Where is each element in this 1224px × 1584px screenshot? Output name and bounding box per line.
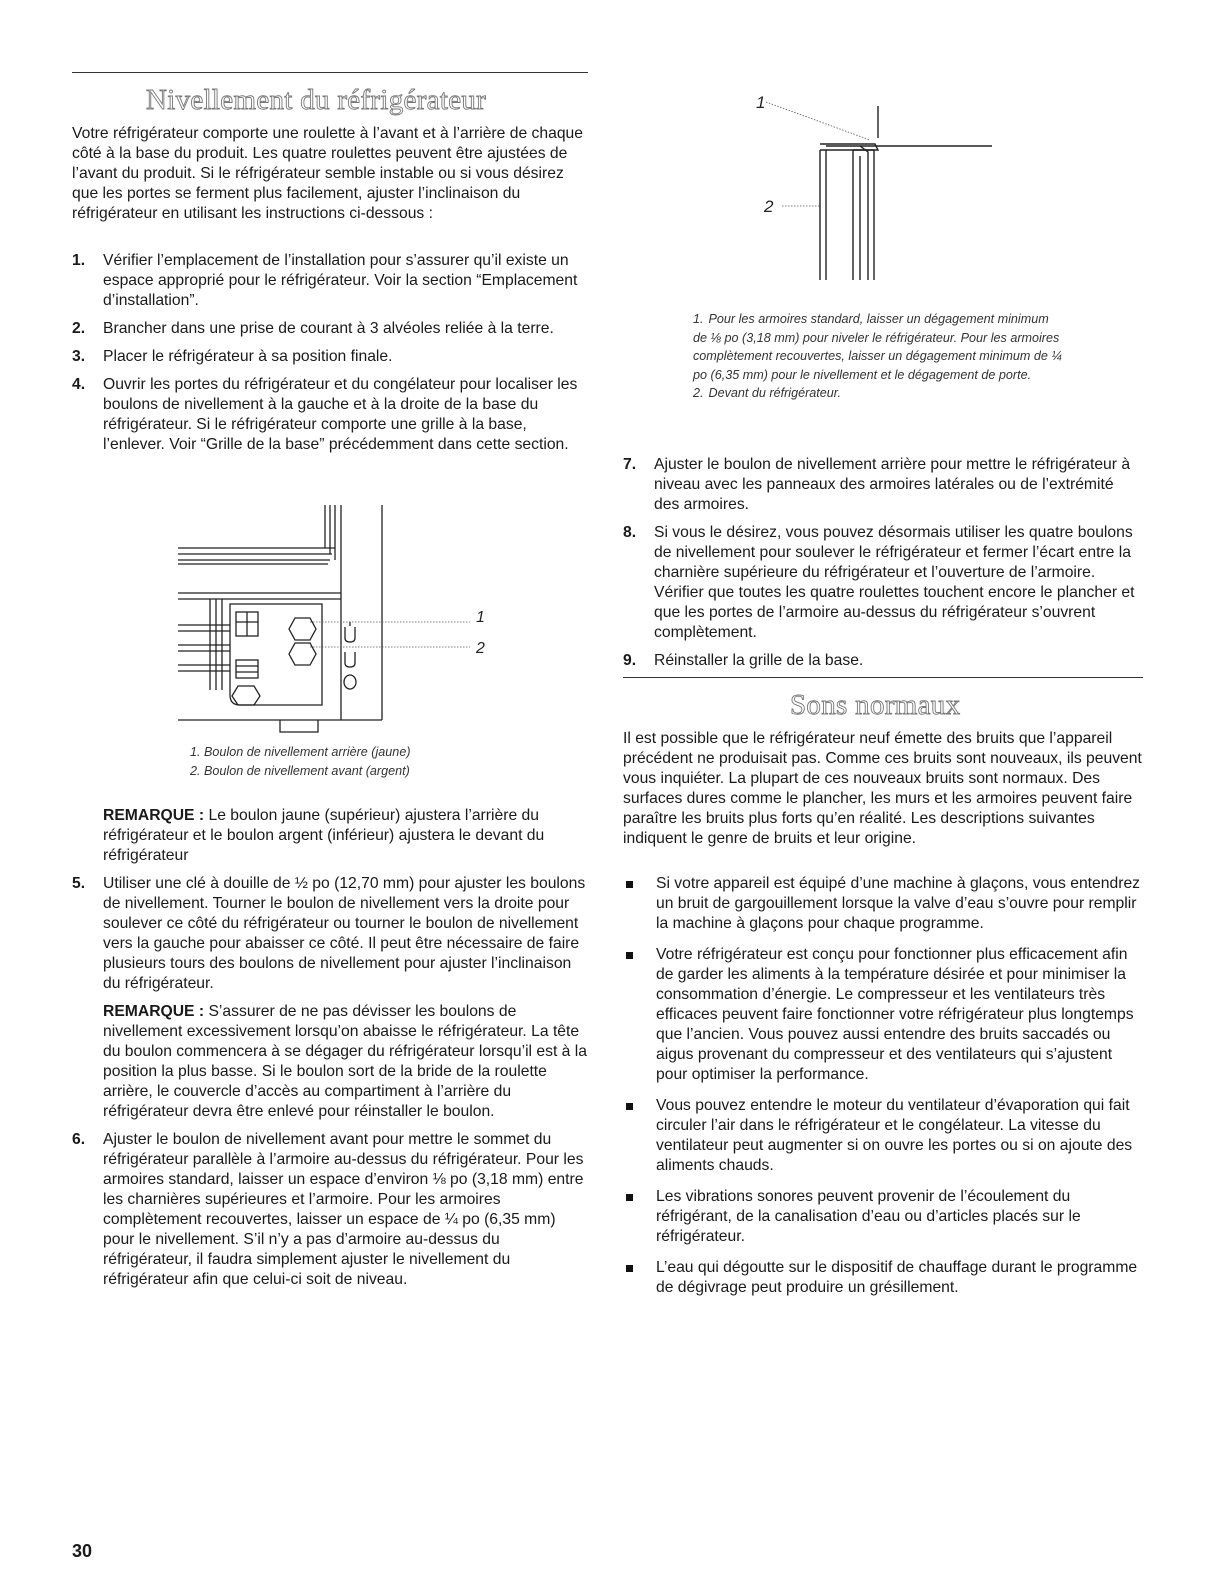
figure1-caption-2: 2. Boulon de nivellement avant (argent): [190, 763, 410, 778]
leveling-steps-7-9: [623, 455, 1143, 679]
list-item: 2. Brancher dans une prise de courant à 3 alvéoles reliée à la terre.: [72, 320, 554, 337]
leveling-bolts-figure: [160, 500, 500, 740]
section-title-normal-sounds: Sons normaux: [790, 689, 961, 721]
figure1-captions: [190, 743, 490, 780]
hinge-clearance-figure: [740, 88, 1020, 288]
list-item: 5. Utiliser une clé à douille de ½ po (12,70 mm) pour ajuster les boulons de nivellement. Tourner le boulon de nivellement vers la droite pour soulever ce côté du réfrigérateur ou tourner le boulon de nivellement vers la gauche pour abaisser ce côté. Il peut être nécessaire de faire plusieurs tours des boulons de nivellement pour ajuster l’inclinaison du réfrigérateur. REMARQUE : S’assurer de ne pas dévisser les boulons de nivellement excessivement lorsqu’on abaisse le réfrigérateur. La tête du boulon commencera à se dégager du réfrigérateur lorsqu’il est à la position la plus basse. Si le boulon sort de la bride de la roulette arrière, le couvercle d’accès au compartiment à l’arrière du réfrigérateur devra être enlevé pour réinstaller le boulon.: [72, 875, 587, 1120]
bullet-icon: [626, 1103, 633, 1110]
list-item: Votre réfrigérateur est conçu pour fonctionner plus efficacement afin de garder les aliments à la température désirée et pour minimiser la consommation d’énergie. Le compresseur et les ventilateurs très efficaces peuvent faire fonctionner votre réfrigérateur plus longtemps que l’ancien. Vous pouvez aussi entendre des bruits saccadés ou aigus provenant du compresseur et des ventilateurs qui s’ajustent pour optimiser la performance.: [623, 945, 1143, 1085]
bullet-icon: [626, 1194, 633, 1201]
list-item: Les vibrations sonores peuvent provenir de l’écoulement du réfrigérant, de la canalisation d’eau ou d’articles placés sur le réfrigérateur.: [623, 1187, 1143, 1247]
list-item: 3. Placer le réfrigérateur à sa position finale.: [72, 348, 393, 365]
list-item: 1. Vérifier l’emplacement de l’installation pour s’assurer qu’il existe un espace approprié pour le réfrigérateur. Voir la section “Emplacement d’installation”.: [72, 252, 578, 309]
list-item: L’eau qui dégoutte sur le dispositif de chauffage durant le programme de dégivrage peut produire un grésillement.: [623, 1258, 1143, 1298]
normal-sounds-list: [623, 874, 1143, 1309]
normal-sounds-intro: Il est possible que le réfrigérateur neuf émette des bruits que l’appareil précédent ne produisait pas. Comme ces bruits sont nouveaux, ils peuvent vous inquiéter. La plupart de ces nouveaux bruits sont normaux. Des surfaces dures comme le plancher, les murs et les armoires peuvent faire paraître les bruits plus forts qu’en réalité. Les descriptions suivantes indiquent le genre de bruits et leur origine.: [623, 730, 1142, 847]
leveling-steps-5-6: [72, 874, 588, 1298]
list-item: Si votre appareil est équipé d’une machine à glaçons, vous entendrez un bruit de gargouillement lorsque la valve d’eau s’ouvre pour remplir la machine à glaçons pour chaque programme.: [623, 874, 1143, 934]
section-title-leveling: Nivellement du réfrigérateur: [146, 84, 487, 116]
figure2-caption-2: 2. Devant du réfrigérateur.: [693, 386, 842, 400]
top-rule-left: [72, 72, 588, 73]
list-item: 4. Ouvrir les portes du réfrigérateur et du congélateur pour localiser les boulons de nivellement à la gauche et à la droite de la base du réfrigérateur. Si le réfrigérateur comporte une grille à la base, l’enlever. Voir “Grille de la base” précédemment dans cette section.: [72, 376, 578, 453]
bullet-icon: [626, 952, 633, 959]
list-item: 6. Ajuster le boulon de nivellement avant pour mettre le sommet du réfrigérateur parallèle à l’armoire au-dessus du réfrigérateur. Pour les armoires standard, laisser un espace d’environ ⅛ po (3,18 mm) entre les charnières supérieures et l’armoire. Pour les armoires complètement recouvertes, laisser un espace de ¼ po (6,35 mm) pour le nivellement. S’il n’y a pas d’armoire au-dessus du réfrigérateur, il faudra simplement ajuster le nivellement du réfrigérateur afin que celui-ci soit de niveau.: [72, 1131, 584, 1288]
leveling-intro: Votre réfrigérateur comporte une roulette à l’avant et à l’arrière de chaque côté à la base du produit. Les quatre roulettes peuvent être ajustées de l’avant du produit. Si le réfrigérateur semble instable ou si vous désirez que les portes se ferment plus facilement, ajuster l’inclinaison du réfrigérateur en utilisant les instructions ci-dessous :: [72, 125, 584, 222]
list-item: 7. Ajuster le boulon de nivellement arrière pour mettre le réfrigérateur à niveau avec les panneaux des armoires latérales ou de l’extrémité des armoires.: [623, 456, 1131, 513]
figure2-captions: [693, 310, 1063, 403]
list-item: 9. Réinstaller la grille de la base.: [623, 652, 864, 669]
note-1: REMARQUE : Le boulon jaune (supérieur) ajustera l’arrière du réfrigérateur et le boulon argent (inférieur) ajustera le devant du réfrigérateur: [103, 807, 545, 864]
figure2-callout-1: 1: [756, 93, 766, 112]
figure1-caption-1: 1. Boulon de nivellement arrière (jaune): [190, 745, 411, 759]
figure1-callout-1: 1: [476, 609, 485, 626]
figure2-caption-1: 1. Pour les armoires standard, laisser un dégagement minimum de ⅛ po (3,18 mm) pour niveler le réfrigérateur. Pour les armoires complètement recouvertes, laisser un dégagement minimum de ¼ po (6,35 mm) pour le nivellement et le dégagement de porte.: [693, 312, 1062, 382]
figure1-callout-2: 2: [476, 640, 485, 657]
section-rule-right: [623, 677, 1143, 678]
leveling-steps-1-4: [72, 251, 588, 463]
bullet-icon: [626, 881, 633, 888]
figure2-callout-2: 2: [764, 197, 774, 216]
bullet-icon: [626, 1265, 633, 1272]
list-item: Vous pouvez entendre le moteur du ventilateur d’évaporation qui fait circuler l’air dans le réfrigérateur et le congélateur. La vitesse du ventilateur peut augmenter si on ouvre les portes ou si on ajoute des aliments chauds.: [623, 1096, 1143, 1176]
page-number: 30: [72, 1541, 93, 1561]
list-item: 8. Si vous le désirez, vous pouvez désormais utiliser les quatre boulons de nivellement pour soulever le réfrigérateur et fermer l’écart entre la charnière supérieure du réfrigérateur et l’ouverture de l’armoire. Vérifier que toutes les quatre roulettes touchent encore le plancher et que les portes de l’armoire au-dessus du réfrigérateur s’ouvrent complètement.: [623, 524, 1135, 641]
